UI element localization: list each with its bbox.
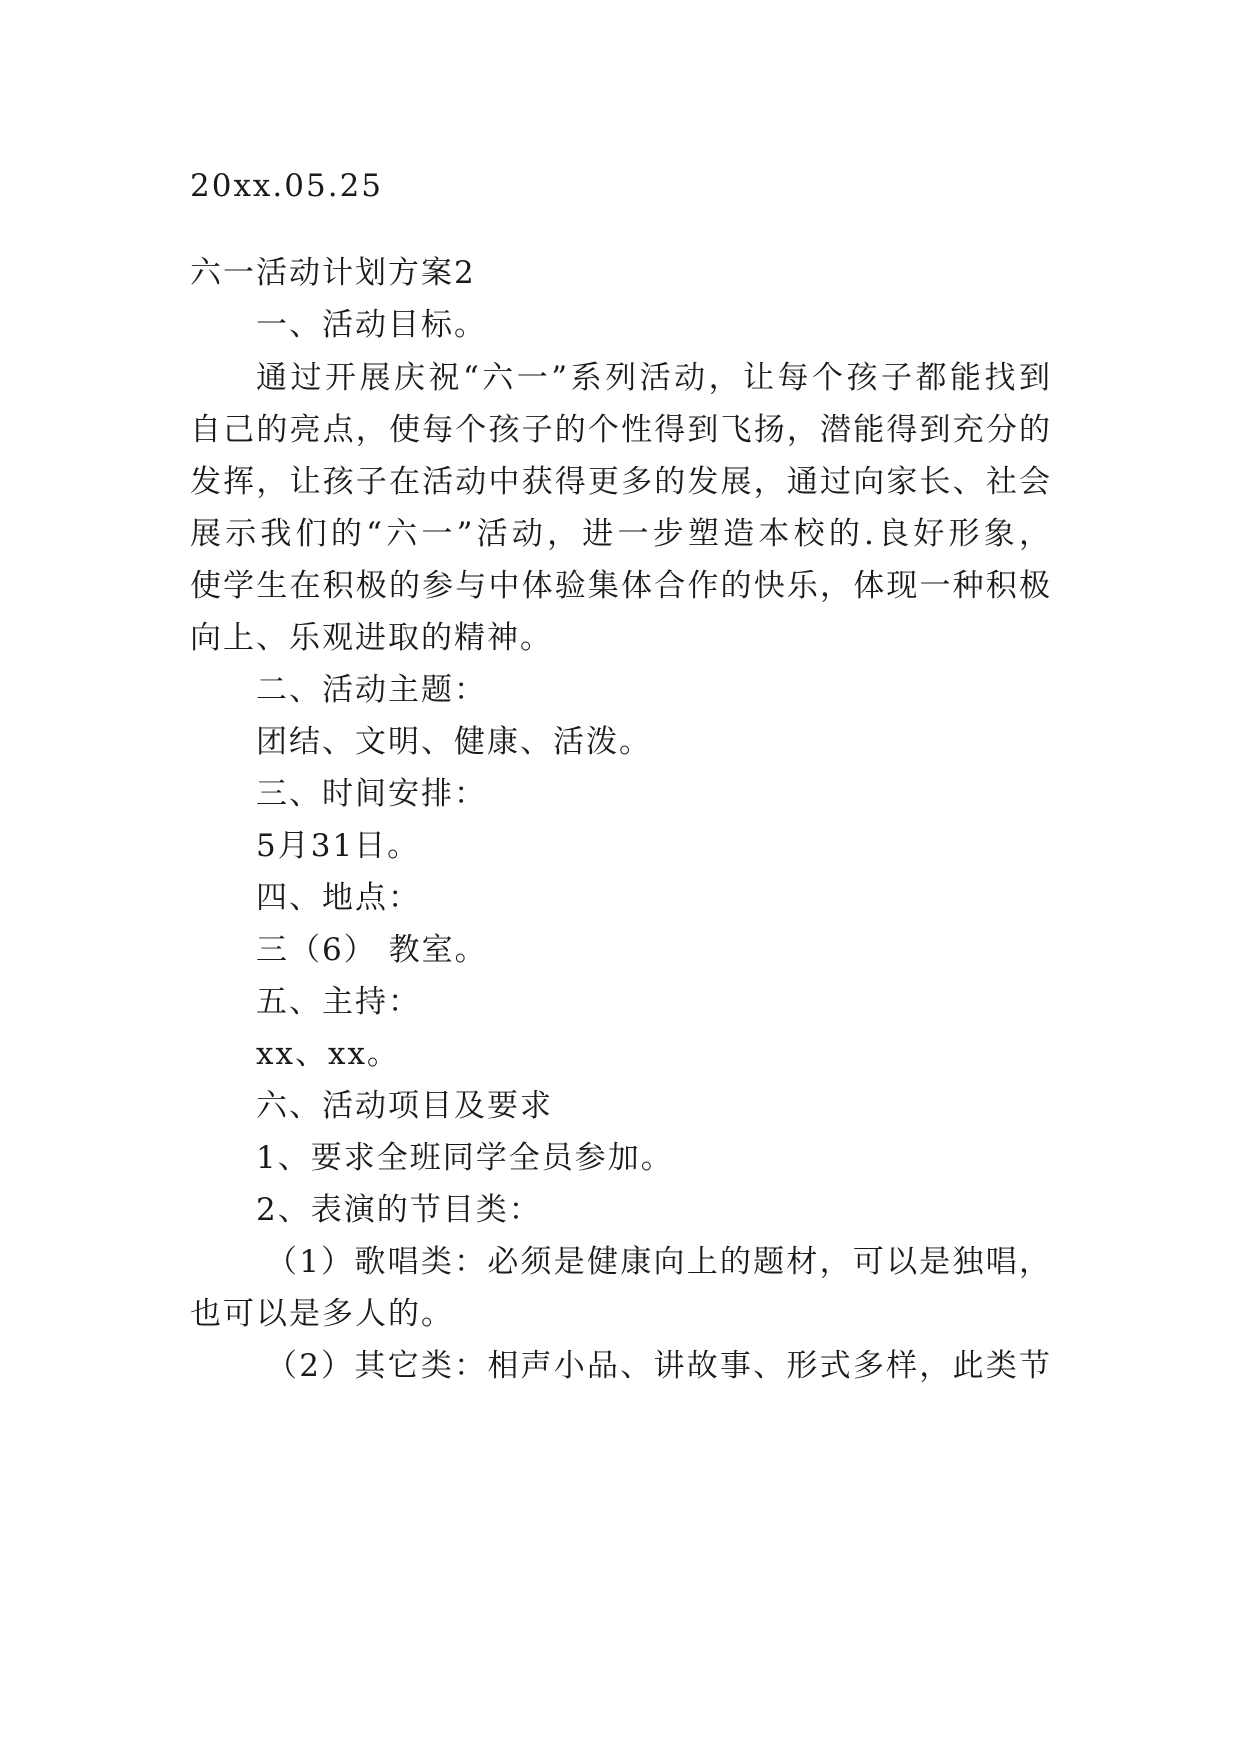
section-body-time: 5月31日。 xyxy=(256,828,421,864)
list-item: 2、表演的节目类： xyxy=(256,1192,542,1228)
document-date: 20xx.05.25 xyxy=(190,168,384,204)
paragraph-line: 也可以是多人的。 xyxy=(190,1296,454,1332)
paragraph-line: 通过开展庆祝“六一”系列活动，让每个孩子都能找到 xyxy=(256,360,1052,396)
section-heading-host: 五、主持： xyxy=(256,984,421,1020)
section-body-location: 三（6） 教室。 xyxy=(256,932,488,968)
section-body-host: xx、xx。 xyxy=(256,1036,400,1072)
paragraph-line: 向上、乐观进取的精神。 xyxy=(190,620,553,656)
paragraph-line: 发挥，让孩子在活动中获得更多的发展，通过向家长、社会 xyxy=(190,464,1052,500)
paragraph-line: 展示我们的“六一”活动，进一步塑造本校的.良好形象， xyxy=(190,516,1052,552)
section-heading-location: 四、地点： xyxy=(256,880,421,916)
paragraph-line: 使学生在积极的参与中体验集体合作的快乐，体现一种积极 xyxy=(190,568,1052,604)
section-body-theme: 团结、文明、健康、活泼。 xyxy=(256,724,652,760)
list-subitem: （2）其它类：相声小品、讲故事、形式多样，此类节 xyxy=(266,1348,1052,1384)
paragraph-line: 自己的亮点，使每个孩子的个性得到飞扬，潜能得到充分的 xyxy=(190,412,1052,448)
section-heading-theme: 二、活动主题： xyxy=(256,672,487,708)
section-heading-time: 三、时间安排： xyxy=(256,776,487,812)
section-heading-goal: 一、活动目标。 xyxy=(256,307,487,343)
list-item: 1、要求全班同学全员参加。 xyxy=(256,1140,674,1176)
document-title: 六一活动计划方案2 xyxy=(190,255,476,291)
section-heading-items: 六、活动项目及要求 xyxy=(256,1088,553,1124)
list-subitem: （1）歌唱类：必须是健康向上的题材，可以是独唱， xyxy=(266,1244,1052,1280)
